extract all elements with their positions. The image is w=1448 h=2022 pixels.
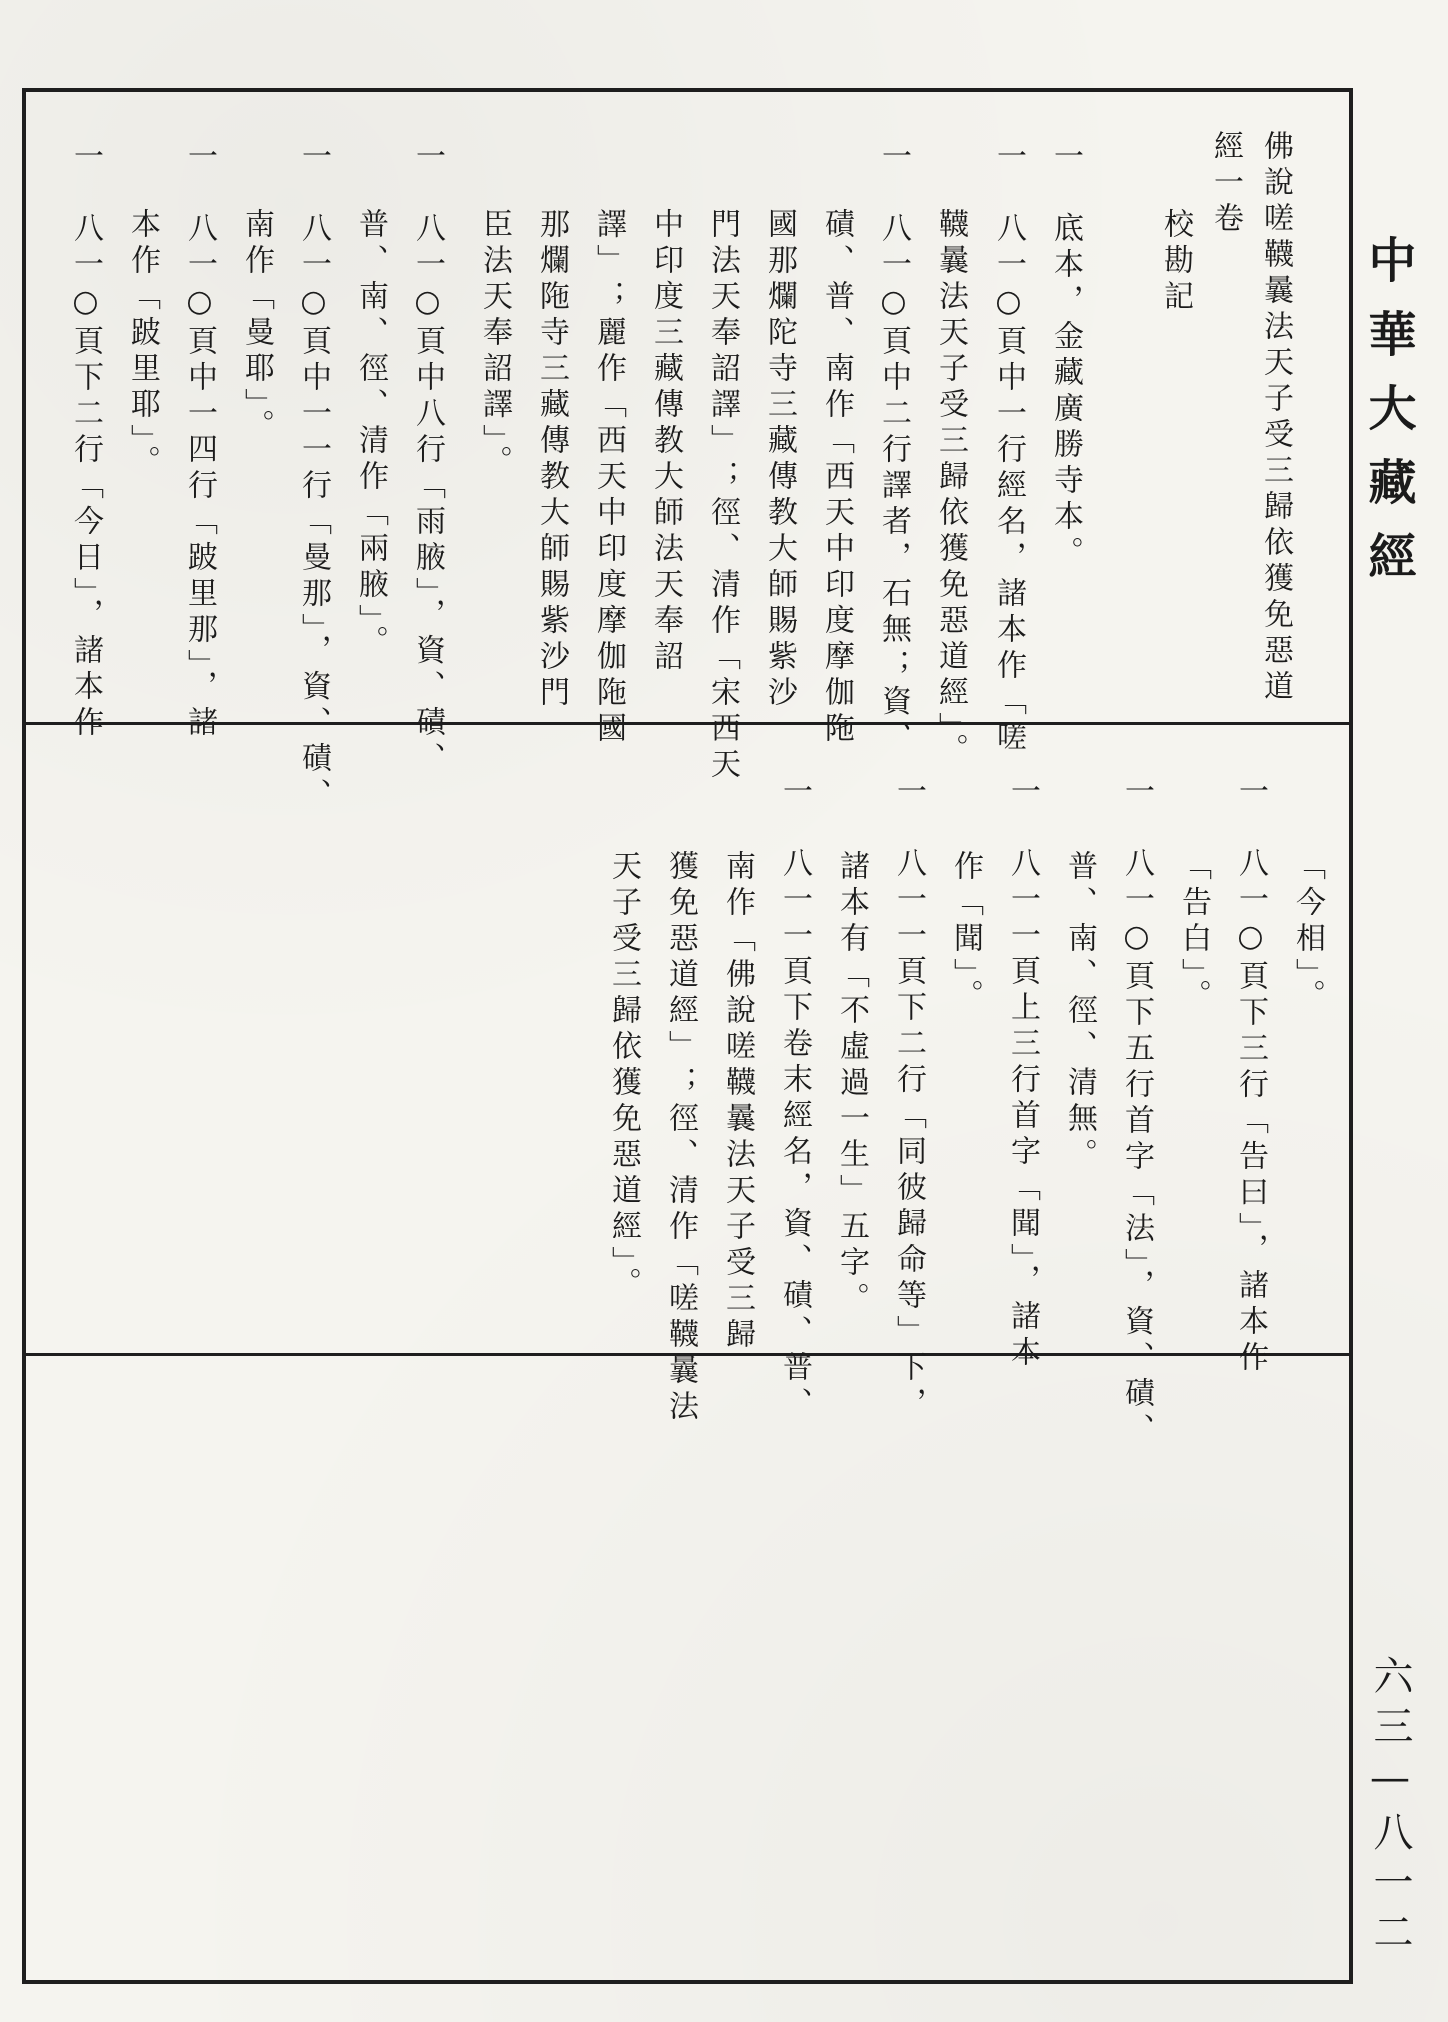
text-column: 普、南、徑、清作「兩腋」。 (353, 208, 388, 661)
text-column: 南作「佛說嗟韈曩法天子受三歸 (720, 850, 755, 1354)
text-column: 「今相」。 (1290, 850, 1325, 1015)
text-column: 佛說嗟韈曩法天子受三歸依獲免惡道 (1258, 130, 1293, 706)
text-column: 一 八一○頁中八行「雨腋」，資、磧、 (410, 140, 445, 778)
text-column: 一 八一○頁中一行經名，諸本作「嗟 (991, 140, 1026, 757)
text-column: 獲免惡道經」；徑、清作「嗟韈曩法 (663, 850, 698, 1426)
text-column: 磧、普、南作「西天中印度摩伽陁 (819, 208, 854, 748)
text-column: 一 八一○頁下五行首字「法」，資、磧、 (1119, 775, 1154, 1449)
text-column: 國那爛陀寺三藏傳教大師賜紫沙 (762, 208, 797, 712)
text-column: 一 八一一頁下卷末經名，資、磧、普、 (777, 775, 812, 1423)
text-column: 本作「跛里耶」。 (125, 208, 160, 481)
text-column: 門法天奉詔譯」；徑、清作「宋西天 (705, 208, 740, 784)
text-column: 一 八一○頁中二行譯者，石無；資、 (876, 140, 911, 757)
text-column: 一 底本，金藏廣勝寺本。 (1048, 140, 1083, 572)
page-number: 六三—八一二 (1367, 1655, 1413, 1961)
text-column: 一 八一一頁下二行「同彼歸命等」下， (891, 775, 926, 1423)
text-column: 臣法天奉詔譯」。 (477, 208, 512, 481)
text-column: 南作「曼耶」。 (239, 208, 274, 445)
text-column: 作「聞」。 (948, 850, 983, 1015)
collection-title: 中華大藏經 (1360, 235, 1416, 605)
text-column: 校勘記 (1158, 208, 1193, 316)
text-column: 一 八一○頁下三行「告曰」，諸本作 (1233, 775, 1268, 1377)
text-column: 中印度三藏傳教大師法天奉詔 (648, 208, 683, 676)
text-column: 一 八一○頁中一一行「曼那」，資、磧、 (296, 140, 331, 814)
text-column: 普、南、徑、清無。 (1062, 850, 1097, 1174)
text-column: 天子受三歸依獲免惡道經」。 (606, 850, 641, 1303)
text-column: 一 八一○頁中一四行「跛里那」，諸 (182, 140, 217, 742)
text-column: 一 八一一頁上三行首字「聞」，諸本 (1005, 775, 1040, 1372)
text-column: 諸本有「不虛過一生」五字。 (834, 850, 869, 1318)
text-column: 那爛陁寺三藏傳教大師賜紫沙門 (534, 208, 569, 712)
section-divider-upper (22, 722, 1353, 725)
text-column: 韈曩法天子受三歸依獲免惡道經」。 (933, 208, 968, 769)
text-column: 一 八一○頁下二行「今日」，諸本作 (68, 140, 103, 742)
text-column: 「告白」。 (1176, 850, 1211, 1015)
text-column: 經一卷 (1208, 130, 1243, 238)
text-column: 譯」；麗作「西天中印度摩伽陁國 (591, 208, 626, 748)
